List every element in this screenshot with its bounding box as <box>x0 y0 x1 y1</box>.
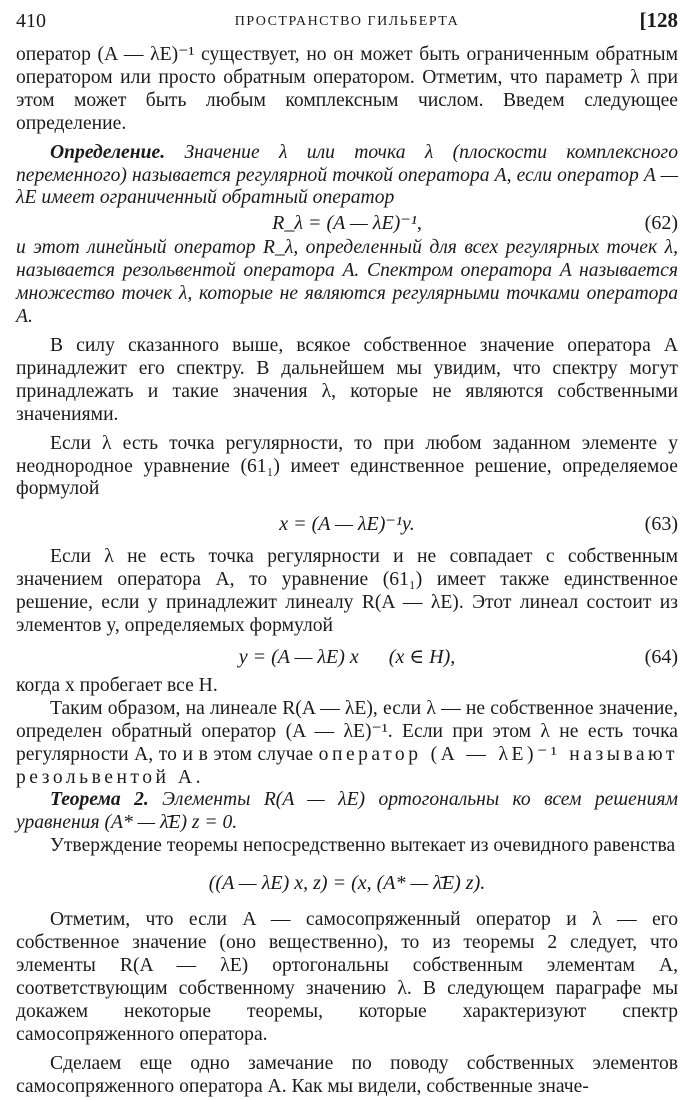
running-header <box>16 0 678 44</box>
page-number: 410 <box>16 10 46 32</box>
paragraph-6-spaced: оператор (A — λE)⁻¹ называют резольвентой A. <box>16 743 678 788</box>
paragraph-8: Отметим, что если A — самосопряженный оператор и λ — его собственное значение (оно вещественно), то из теоремы 2 следует, что элементы R(A — λE) ортогональны собственным элементам A, соответствующим собственному значению λ. В следующем параграфе мы докажем некоторые теоремы, которые характеризуют спектр самосопряженного оператора. <box>16 909 678 1045</box>
equation-64 <box>16 646 678 669</box>
definition-label: Определение. <box>50 141 166 163</box>
definition-text-1: Значение λ или точка λ (плоскости комплексного переменного) называется регулярной точкой оператора A, если оператор A — λE имеет ограниченный обратный оператор <box>16 141 678 209</box>
theorem-2 <box>16 789 678 835</box>
equation-inner-product <box>16 872 678 895</box>
definition-text-2: и этот линейный оператор R_λ, определенный для всех регулярных точек λ, называется резольвентой оператора A. Спектром оператора A называется множество точек λ, которые не являются регулярными точками оператора A. <box>16 237 678 328</box>
equation-63-body: x = (A — λE)⁻¹y. <box>279 513 415 536</box>
paragraph-6-text: Таким образом, на линеале R(A — λE), если λ — не собственное значение, определен обратный оператор (A — λE)⁻¹. Если при этом λ не есть точка регулярности A, то и в этом случае <box>16 697 678 765</box>
equation-64-body: y = (A — λE) x (x ∈ H), <box>238 645 456 668</box>
paragraph-5: когда x пробегает все H. <box>16 674 218 696</box>
running-title: ПРОСТРАНСТВО ГИЛЬБЕРТА <box>234 14 460 29</box>
equation-63-number: (63) <box>644 513 678 536</box>
paragraph-1: оператор (A — λE)⁻¹ существует, но он может быть ограниченным обратным оператором или просто обратным оператором. Отметим, что параметр λ при этом может быть любым комплексным числом. Введем следующее определение. <box>16 44 678 134</box>
paragraph-2: В силу сказанного выше, всякое собственное значение оператора A принадлежит его спектру. В дальнейшем мы увидим, что спектру могут принадлежать и такие значения λ, которые не являются собственными значениями. <box>16 334 678 425</box>
section-number: [128 <box>639 8 678 32</box>
definition <box>16 142 678 211</box>
theorem-label: Теорема 2. <box>50 789 149 811</box>
paragraph-7: Утверждение теоремы непосредственно вытекает из очевидного равенства <box>50 835 676 857</box>
equation-62 <box>16 212 678 235</box>
paragraph-4: Если λ не есть точка регулярности и не совпадает с собственным значением оператора A, то уравнение (61₁) имеет также единственное решение, если y принадлежит линеалу R(A — λE). Этот линеал состоит из элементов y, определяемых формулой <box>16 546 678 637</box>
paragraph-3: Если λ есть точка регулярности, то при любом заданном элементе y неоднородное уравнение (61₁) имеет единственное решение, определяемое формулой <box>16 432 678 500</box>
paragraph-6 <box>16 698 678 790</box>
paragraph-9: Сделаем еще одно замечание по поводу собственных элементов самосопряженного оператора A. Как мы видели, собственные значе- <box>16 1052 678 1097</box>
theorem-text: Элементы R(A — λE) ортогональны ко всем решениям уравнения (A* — λ̄E) z = 0. <box>16 789 678 834</box>
equation-62-number: (62) <box>644 212 678 235</box>
equation-inner-product-body: ((A — λE) x, z) = (x, (A* — λ̄E) z). <box>208 872 486 895</box>
equation-63 <box>16 513 678 536</box>
equation-62-body: R_λ = (A — λE)⁻¹, <box>272 212 422 235</box>
equation-64-number: (64) <box>644 645 678 668</box>
